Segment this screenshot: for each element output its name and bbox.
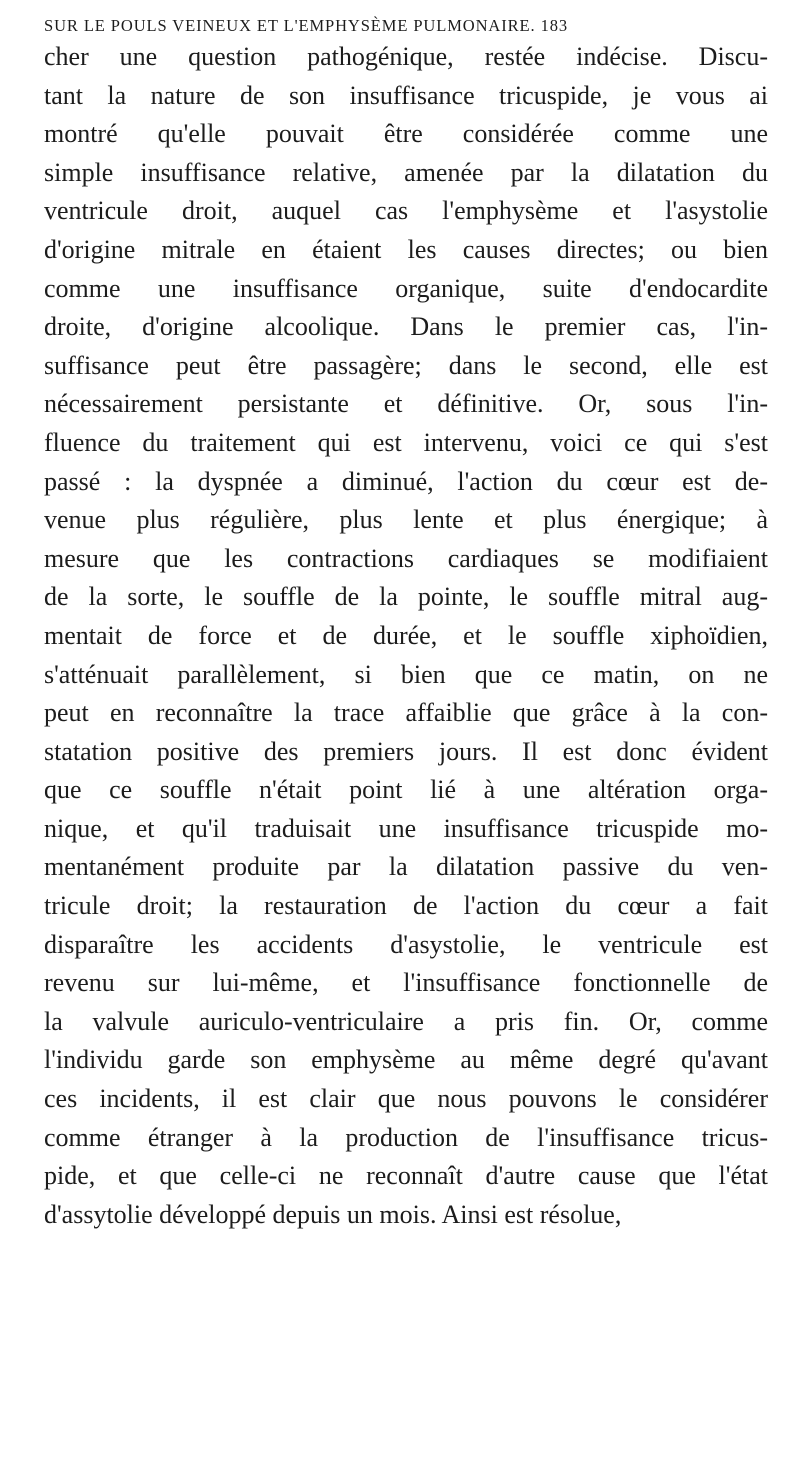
text-line: tant la nature de son insuffisance tricuspide, je vous ai	[44, 80, 768, 110]
text-line: comme une insuffisance organique, suite d'endocardite	[44, 273, 768, 303]
text-line: venue plus régulière, plus lente et plus énergique; à	[44, 505, 768, 535]
text-line: cher une question pathogénique, restée indécise. Discu-	[44, 42, 768, 71]
text-line: que ce souffle n'était point lié à une altération orga-	[44, 775, 768, 805]
text-line: mesure que les contractions cardiaques se modifiaient	[44, 543, 768, 573]
body-text	[44, 38, 768, 1234]
text-line: ces incidents, il est clair que nous pouvons le considérer	[44, 1084, 768, 1114]
text-line: de la sorte, le souffle de la pointe, le souffle mitral aug-	[44, 582, 768, 612]
text-line: s'atténuait parallèlement, si bien que ce matin, on ne	[44, 659, 768, 689]
text-line: peut en reconnaître la trace affaiblie que grâce à la con-	[44, 698, 768, 728]
text-line: revenu sur lui-même, et l'insuffisance fonctionnelle de	[44, 968, 768, 998]
text-line: comme étranger à la production de l'insuffisance tricus-	[44, 1122, 768, 1152]
text-line: suffisance peut être passagère; dans le second, elle est	[44, 350, 768, 380]
text-line: l'individu garde son emphysème au même degré qu'avant	[44, 1045, 768, 1075]
text-line: disparaître les accidents d'asystolie, le ventricule est	[44, 929, 768, 959]
text-line: ventricule droit, auquel cas l'emphysème et l'asystolie	[44, 196, 768, 226]
text-line: mentait de force et de durée, et le souffle xiphoïdien,	[44, 620, 768, 650]
text-line: d'origine mitrale en étaient les causes directes; ou bien	[44, 234, 768, 264]
text-line: tricule droit; la restauration de l'action du cœur a fait	[44, 891, 768, 921]
text-line: montré qu'elle pouvait être considérée comme une	[44, 119, 768, 149]
text-line: simple insuffisance relative, amenée par la dilatation du	[44, 157, 768, 187]
text-line: droite, d'origine alcoolique. Dans le premier cas, l'in-	[44, 312, 768, 342]
text-line: la valvule auriculo-ventriculaire a pris fin. Or, comme	[44, 1006, 768, 1036]
text-line: statation positive des premiers jours. Il est donc évident	[44, 736, 768, 766]
running-head: SUR LE POULS VEINEUX ET L'EMPHYSÈME PULMONAIRE. 183	[44, 16, 569, 35]
text-line: mentanément produite par la dilatation passive du ven-	[44, 852, 768, 882]
text-line: fluence du traitement qui est intervenu, voici ce qui s'est	[44, 427, 768, 457]
text-line: pide, et que celle-ci ne reconnaît d'autre cause que l'état	[44, 1161, 768, 1191]
text-line: d'assytolie développé depuis un mois. Ainsi est résolue,	[44, 1199, 622, 1229]
text-line: passé : la dyspnée a diminué, l'action du cœur est de-	[44, 466, 768, 496]
text-line: nécessairement persistante et définitive. Or, sous l'in-	[44, 389, 768, 419]
text-line: nique, et qu'il traduisait une insuffisance tricuspide mo-	[44, 813, 768, 843]
